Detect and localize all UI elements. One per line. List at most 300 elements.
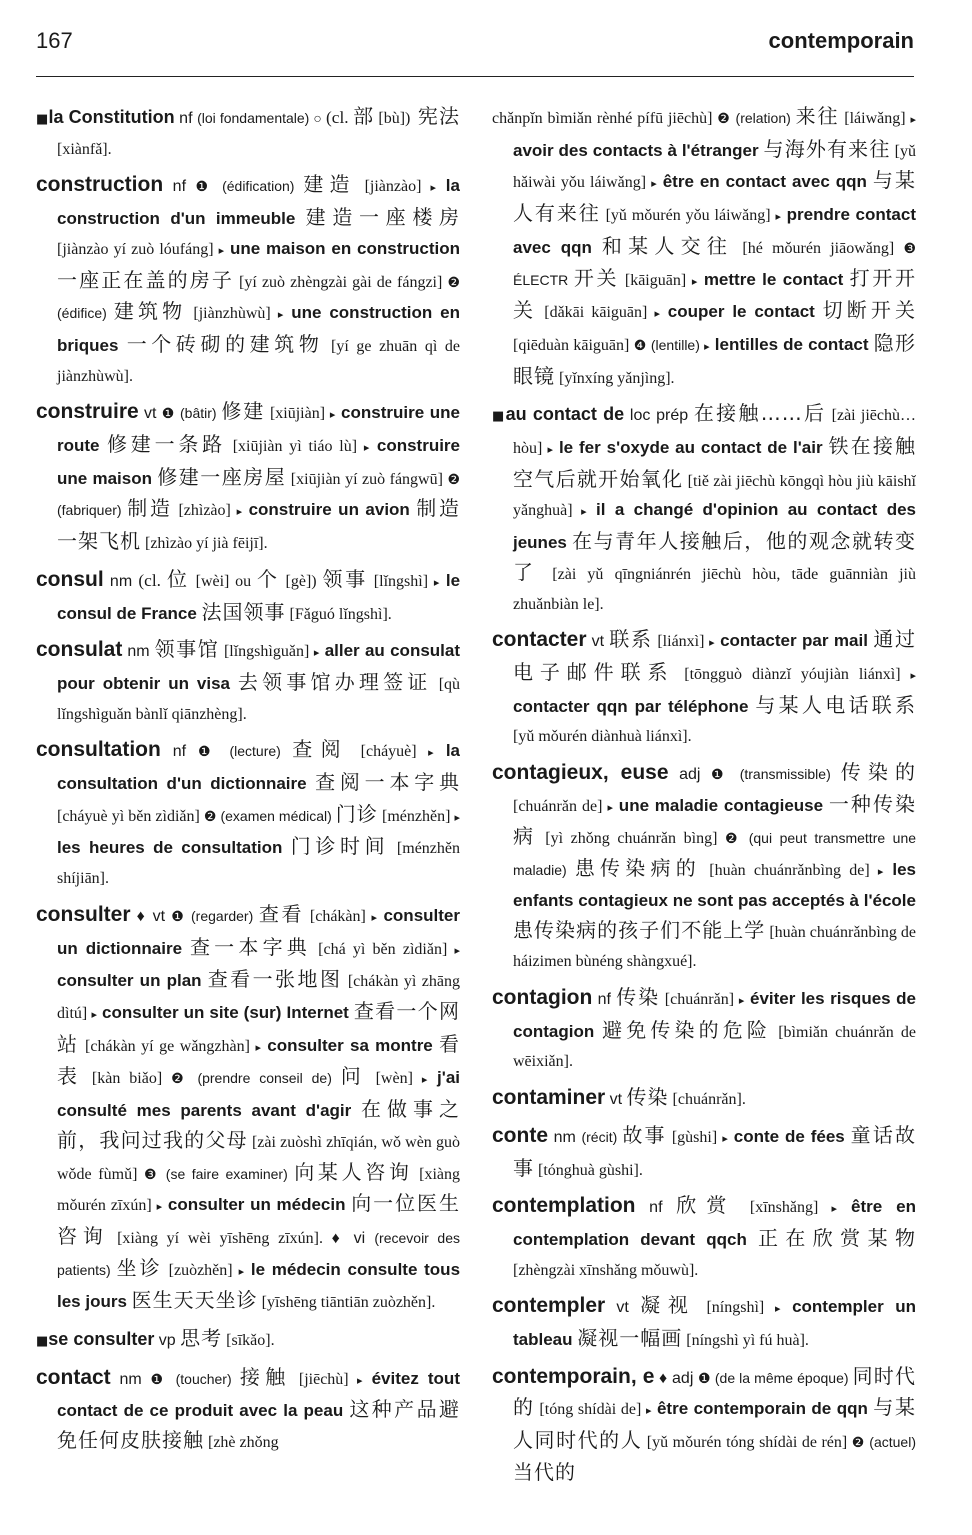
chinese-translation: 一种传染病 xyxy=(513,791,916,849)
chinese-translation: 故事 xyxy=(622,1122,667,1147)
triangle-bullet-icon: ▸ xyxy=(722,1131,728,1145)
pinyin: [yīshēng tiāntiān zuòzhěn]. xyxy=(257,1294,436,1312)
pinyin: [cháyuè] xyxy=(349,743,429,761)
headword: consulat xyxy=(36,638,123,662)
running-head: contemporain xyxy=(768,28,914,53)
dictionary-entry xyxy=(36,565,460,629)
pinyin: [xiàng mǒurén zīxún] xyxy=(57,1165,460,1215)
pinyin: [cháyuè yì běn zìdiǎn] xyxy=(57,807,204,825)
headword: consultation xyxy=(36,738,161,762)
pinyin: [xiūjiàn] xyxy=(265,405,330,423)
pinyin: [ménzhěn shíjiān]. xyxy=(57,840,460,888)
dictionary-entry xyxy=(492,625,916,752)
pinyin: [sīkǎo]. xyxy=(222,1332,275,1350)
triangle-bullet-icon: ▸ xyxy=(910,668,916,682)
chinese-translation: 传染 xyxy=(626,1085,669,1110)
chinese-translation: 查一本字典 xyxy=(189,934,311,959)
example: les enfants contagieux ne sont pas acceptés à l'école xyxy=(513,860,916,910)
part-of-speech: vt xyxy=(138,405,162,423)
pinyin: [tōngguò diànzǐ yóujiàn liánxì] xyxy=(674,665,911,683)
dictionary-entry xyxy=(492,1291,916,1355)
triangle-bullet-icon: ▸ xyxy=(433,575,440,589)
sense-number: ❷ xyxy=(447,470,460,487)
pinyin: [tónghuà gùshi]. xyxy=(534,1161,643,1179)
dictionary-entry xyxy=(492,758,916,977)
dictionary-entry xyxy=(36,397,460,559)
example: le médecin consulte tous les jours xyxy=(57,1259,460,1312)
example: consulter un médecin xyxy=(162,1195,352,1215)
example: prendre contact avec qqn xyxy=(513,205,916,257)
chinese-translation: 向某人咨询 xyxy=(294,1159,413,1184)
sense-number: ❹ xyxy=(633,336,647,353)
pinyin: [yǔ mǒurén yǒu láiwǎng] xyxy=(600,207,776,225)
pinyin: [xiūjiàn yì tiáo lù] xyxy=(225,438,364,456)
part-of-speech: vp xyxy=(154,1332,181,1350)
pinyin: [zhìzào yí jià fēijī]. xyxy=(141,535,268,553)
chinese-translation: 部 xyxy=(353,104,375,128)
pinyin: [zhè zhǒng xyxy=(204,1434,279,1452)
example: construire une maison xyxy=(57,436,460,488)
chinese-translation: 切断开关 xyxy=(822,298,916,323)
part-of-speech: vt xyxy=(605,1299,641,1317)
dictionary-entry xyxy=(492,1191,916,1285)
example: être contemporain de qqn xyxy=(651,1399,874,1419)
example: une maladie contagieuse xyxy=(613,795,829,815)
example: la construction d'un immeuble xyxy=(57,176,460,229)
sense-note: (loi fondamentale) ○ xyxy=(197,110,327,126)
sense-note: (actuel) xyxy=(864,1434,916,1451)
dictionary-entry xyxy=(36,900,460,1318)
example: couper le contact xyxy=(659,302,823,322)
triangle-bullet-icon: ▸ xyxy=(651,177,657,191)
left-column xyxy=(36,102,460,1522)
chinese-translation: 在接触……后 xyxy=(693,401,827,426)
sense-note: (édifice) xyxy=(57,305,114,322)
pinyin: [dǎkāi kāiguān] xyxy=(537,304,655,322)
pinyin: [xiàng yí wèi yīshēng zīxún]. xyxy=(108,1229,332,1247)
sense-note: (lecture) xyxy=(218,743,293,760)
part-of-speech: nf xyxy=(592,990,617,1008)
pinyin: [chákàn yì zhāng dìtú] xyxy=(57,973,460,1022)
pinyin: [yǔ mǒurén diànhuà liánxì]. xyxy=(513,728,692,746)
dictionary-entry xyxy=(36,1324,460,1357)
example: consulter un dictionnaire xyxy=(57,905,460,958)
part-of-speech: nf xyxy=(163,178,196,196)
example: une construction en briques xyxy=(57,303,460,355)
pinyin: [níngshì yì fú huà]. xyxy=(682,1332,809,1350)
pinyin: [chuánrǎn] xyxy=(659,990,739,1008)
pinyin: chǎnpǐn bìmiǎn rènhé pífū jiēchù] xyxy=(492,110,718,127)
sense-number: ❶ xyxy=(161,405,176,422)
sense-note: (lentille) xyxy=(646,336,705,353)
pinyin: [jiēchù] xyxy=(290,1370,357,1388)
chinese-translation: 领事 xyxy=(322,566,369,591)
chinese-translation: 查看 xyxy=(258,901,305,926)
example: éviter les risques de contagion xyxy=(513,988,916,1041)
part-of-speech: adj xyxy=(668,766,712,784)
pinyin: [zài zuòshì zhīqián, wǒ wèn guò wǒde fùmǔ] xyxy=(57,1133,460,1183)
pinyin: [zài jiēchù… hòu] xyxy=(513,407,916,458)
sense-note: (édification) xyxy=(213,178,304,195)
triangle-bullet-icon: ▸ xyxy=(236,505,243,519)
square-bullet-icon: ■ xyxy=(36,1334,49,1350)
pinyin: [láiwǎng] xyxy=(839,110,911,127)
dictionary-entry xyxy=(36,1363,460,1458)
pinyin: [tóng shídài de] xyxy=(534,1401,646,1419)
text: (cl. xyxy=(326,108,354,127)
pinyin: [yì zhǒng chuánrǎn bìng] xyxy=(537,830,726,848)
chinese-translation: 联系 xyxy=(609,627,653,652)
pinyin: [kàn biǎo] xyxy=(82,1070,172,1088)
pinyin: [kāiguān] xyxy=(619,271,692,289)
chinese-translation: 医生天天坐诊 xyxy=(131,1288,258,1313)
sense-number: ❷ xyxy=(717,110,731,126)
dictionary-entry xyxy=(36,102,460,164)
example: les heures de consultation xyxy=(57,838,291,858)
pinyin: [níngshì] xyxy=(695,1299,776,1317)
triangle-bullet-icon: ▸ xyxy=(238,1264,245,1278)
pinyin: [qiēduàn kāiguān] xyxy=(513,336,634,354)
triangle-bullet-icon: ▸ xyxy=(363,441,370,455)
chinese-translation: 建造 xyxy=(303,172,356,197)
triangle-bullet-icon: ▸ xyxy=(646,1404,652,1418)
pinyin: [hé mǒurén jiāowǎng] xyxy=(733,239,904,257)
pinyin: [gè]) xyxy=(279,572,323,590)
chinese-translation: 传染 xyxy=(616,984,660,1009)
example: contacter qqn par téléphone xyxy=(513,696,756,716)
triangle-bullet-icon: ▸ xyxy=(454,810,460,824)
sense-number: ❸ xyxy=(144,1165,160,1182)
triangle-bullet-icon: ▸ xyxy=(255,1040,261,1054)
part-of-speech: ♦ adj xyxy=(654,1369,699,1387)
sense-number: ❷ xyxy=(725,830,742,847)
pinyin: [xiànfǎ]. xyxy=(57,140,112,158)
example: consulter un plan xyxy=(57,971,208,991)
pinyin: [xīnshǎng] xyxy=(736,1199,832,1217)
chinese-translation: 避免传染的危险 xyxy=(602,1017,772,1042)
chinese-translation: 去领事馆办理签证 xyxy=(237,669,432,694)
chinese-translation: 传染的 xyxy=(840,760,916,785)
triangle-bullet-icon: ▸ xyxy=(91,1007,98,1021)
headword: contagion xyxy=(492,985,593,1009)
chinese-translation: 修建一条路 xyxy=(107,432,226,457)
chinese-translation: 查阅一本字典 xyxy=(315,770,460,795)
chinese-translation: 这种产品避免任何皮肤接触 xyxy=(57,1397,460,1453)
headword: contagieux, euse xyxy=(492,761,669,785)
triangle-bullet-icon: ▸ xyxy=(428,746,434,760)
chinese-translation: 与海外有来往 xyxy=(763,136,891,161)
pinyin: [yǐnxíng yǎnjìng]. xyxy=(555,369,675,387)
chinese-translation: 门诊时间 xyxy=(290,834,390,859)
headword: contemplation xyxy=(492,1194,636,1218)
sense-number: ❷ xyxy=(171,1070,189,1087)
example: construire une route xyxy=(57,403,460,456)
triangle-bullet-icon: ▸ xyxy=(371,910,378,924)
triangle-bullet-icon: ▸ xyxy=(704,339,710,353)
chinese-translation: 在与青年人接触后，他的观念就转变了 xyxy=(513,529,916,584)
part-of-speech: ♦ vt xyxy=(130,907,172,925)
chinese-translation: 建造一座楼房 xyxy=(305,205,460,230)
pinyin: [yǔ mǒurén tóng shídài de rén] xyxy=(642,1434,852,1452)
example: consulter sa montre xyxy=(261,1035,439,1055)
triangle-bullet-icon: ▸ xyxy=(356,1373,363,1387)
chinese-translation: 查看一张地图 xyxy=(207,967,343,992)
dictionary-entry xyxy=(492,102,916,393)
sense-note: (recevoir des patients) xyxy=(57,1229,460,1278)
chinese-translation: 问 xyxy=(340,1064,367,1089)
example: être en contemplation devant qqch xyxy=(513,1197,916,1249)
chinese-translation: 正在欣赏某物 xyxy=(757,1225,916,1250)
chinese-translation: 凝视 xyxy=(640,1293,696,1318)
sense-number: ❷ xyxy=(203,807,217,824)
chinese-translation: 与某人电话联系 xyxy=(755,692,916,717)
sense-number: ❶ xyxy=(198,743,219,760)
pinyin: [zhèngzài xīnshǎng mǒuwù]. xyxy=(513,1261,699,1279)
chinese-translation: 患传染病的 xyxy=(574,856,701,881)
chinese-translation: 与某人同时代的人 xyxy=(513,1395,916,1453)
headword: construction xyxy=(36,173,164,197)
triangle-bullet-icon: ▸ xyxy=(691,274,698,288)
chinese-translation: 坐诊 xyxy=(116,1255,163,1280)
headword: contempler xyxy=(492,1294,606,1318)
pinyin: [chákàn] xyxy=(304,907,372,925)
triangle-bullet-icon: ▸ xyxy=(738,993,745,1007)
chinese-translation: 查看一个网站 xyxy=(57,998,460,1056)
dictionary-entry xyxy=(36,735,460,894)
example: être en contact avec qqn xyxy=(656,172,873,192)
dictionary-entry xyxy=(492,1362,916,1489)
sense-number: ❶ xyxy=(171,907,186,924)
pinyin: [yí ge zhuān qì de jiànzhùwù]. xyxy=(57,337,460,385)
sub-headword: la Constitution xyxy=(48,107,175,127)
example: consulter un site (sur) Internet xyxy=(97,1002,354,1022)
dictionary-entry xyxy=(492,1121,916,1185)
example: le fer s'oxyde au contact de l'air xyxy=(553,438,829,458)
text: (cl. xyxy=(138,570,168,590)
example: il a changé d'opinion au contact des jeunes xyxy=(513,500,916,553)
example: mettre le contact xyxy=(697,269,850,289)
sense-note: (relation) xyxy=(730,110,796,126)
pinyin: [zài yǔ qīngniánrén jiēchù hòu, tāde guānniàn jiù zhuǎnbiàn le]. xyxy=(513,565,916,613)
part-of-speech: nf xyxy=(635,1199,677,1217)
pinyin: [lǐngshìguǎn] xyxy=(219,643,314,661)
triangle-bullet-icon: ▸ xyxy=(654,307,660,321)
triangle-bullet-icon: ▸ xyxy=(581,505,587,519)
chinese-translation: 当代的 xyxy=(513,1459,576,1484)
headword: contemporain, e xyxy=(492,1364,655,1388)
part-of-speech: nm xyxy=(122,643,155,661)
sense-note: (de la même époque) xyxy=(710,1369,853,1386)
triangle-bullet-icon: ▸ xyxy=(775,210,781,224)
part-of-speech: ♦ vi xyxy=(331,1229,375,1247)
chinese-translation: 建筑物 xyxy=(113,299,187,324)
pinyin: [bìmiǎn chuánrǎn de wēixiǎn]. xyxy=(513,1023,916,1071)
chinese-translation: 通过电子邮件联系 xyxy=(513,627,916,684)
chinese-translation: 同时代的 xyxy=(513,1363,916,1420)
triangle-bullet-icon: ▸ xyxy=(709,636,715,650)
triangle-bullet-icon: ▸ xyxy=(430,181,437,195)
pinyin: [huàn chuánrǎnbìng de] xyxy=(701,862,878,880)
headword: consulter xyxy=(36,902,131,926)
chinese-translation: 开关 xyxy=(573,265,620,290)
pinyin: [gùshi] xyxy=(666,1128,723,1146)
chinese-translation: 欣赏 xyxy=(676,1193,737,1218)
example: avoir des contacts à l'étranger xyxy=(513,140,764,160)
pinyin: [wèn] xyxy=(366,1070,422,1088)
pinyin: [qù lǐngshìguǎn bànlǐ qiānzhèng]. xyxy=(57,675,460,723)
right-column xyxy=(492,102,916,1522)
sense-note: (toucher) xyxy=(167,1370,240,1387)
pinyin: [liánxì] xyxy=(652,633,710,651)
dictionary-entry xyxy=(492,1083,916,1115)
example: le consul de France xyxy=(57,570,460,623)
chinese-translation: 修建 xyxy=(221,399,266,424)
pinyin: [yǔ hǎiwài yǒu láiwǎng] xyxy=(513,142,916,192)
chinese-translation: 宪法 xyxy=(410,104,460,128)
example: j'ai consulté mes parents avant d'agir xyxy=(57,1068,460,1121)
headword: contact xyxy=(36,1365,111,1389)
pinyin: [chákàn yí ge wǎngzhàn] xyxy=(79,1037,256,1055)
pinyin: [zhìzào] xyxy=(172,502,237,520)
page-number: 167 xyxy=(36,28,73,53)
chinese-translation: 一个砖砌的建筑物 xyxy=(126,331,324,356)
sense-note: (fabriquer) xyxy=(57,502,128,519)
sense-note: (qui peut transmettre une maladie) xyxy=(513,830,916,879)
triangle-bullet-icon: ▸ xyxy=(156,1200,163,1214)
example: évitez tout contact de ce produit avec la peau xyxy=(57,1368,460,1421)
sense-number: ❷ xyxy=(851,1434,865,1451)
chinese-translation: 隐形眼镜 xyxy=(513,330,916,388)
triangle-bullet-icon: ▸ xyxy=(831,1202,838,1216)
part-of-speech: nm xyxy=(103,572,139,590)
triangle-bullet-icon: ▸ xyxy=(421,1073,428,1087)
chinese-translation: 童话故事 xyxy=(513,1122,916,1180)
sense-note: (se faire examiner) xyxy=(159,1165,295,1182)
triangle-bullet-icon: ▸ xyxy=(607,800,614,814)
part-of-speech: vt xyxy=(586,633,610,651)
page-header xyxy=(36,26,914,77)
chinese-translation: 思考 xyxy=(180,1326,223,1351)
chinese-translation: 查阅 xyxy=(292,737,350,762)
chinese-translation: 和某人交往 xyxy=(601,233,734,258)
dictionary-entry xyxy=(492,983,916,1077)
pinyin: [tiě zài jiēchù kōngqì hòu jiù kāishǐ yǎnghuà] xyxy=(513,472,916,520)
triangle-bullet-icon: ▸ xyxy=(910,113,916,126)
pinyin: [Fǎguó lǐngshì]. xyxy=(285,605,392,623)
sense-number: ❸ xyxy=(903,239,916,256)
sense-number: ❶ xyxy=(150,1370,168,1387)
headword: consul xyxy=(36,567,104,591)
chinese-translation: 来往 xyxy=(795,104,840,128)
example: conte de fées xyxy=(727,1126,851,1146)
pinyin: [lǐngshì] xyxy=(368,572,434,590)
chinese-translation: 领事馆 xyxy=(154,637,220,662)
triangle-bullet-icon: ▸ xyxy=(313,646,320,660)
sub-headword: se consulter xyxy=(48,1329,155,1350)
chinese-translation: 凝视一幅画 xyxy=(577,1326,683,1351)
pinyin: [xiūjiàn yí zuò fángwū] xyxy=(286,470,448,488)
pinyin: [jiànzhùwù] xyxy=(186,305,278,323)
chinese-translation: 接触 xyxy=(239,1364,291,1389)
chinese-translation: 在做事之前，我问过我的父母 xyxy=(57,1097,460,1152)
chinese-translation: 个 xyxy=(256,566,280,591)
headword: construire xyxy=(36,400,139,424)
sub-headword: au contact de xyxy=(505,404,625,425)
part-of-speech: vt xyxy=(605,1091,627,1109)
triangle-bullet-icon: ▸ xyxy=(775,1302,781,1316)
pinyin: [bù]) xyxy=(374,110,411,127)
triangle-bullet-icon: ▸ xyxy=(277,308,284,322)
sense-number: ❶ xyxy=(711,766,730,783)
chinese-translation: 门诊 xyxy=(335,801,378,826)
chinese-translation: 铁在接触空气后就开始氧化 xyxy=(513,434,916,491)
example: la consultation d'un dictionnaire xyxy=(57,741,460,794)
square-bullet-icon: ■ xyxy=(492,409,506,425)
sense-note: (prendre conseil de) xyxy=(188,1070,341,1087)
chinese-translation: 修建一座房屋 xyxy=(157,464,287,489)
pinyin: [jiànzào yí zuò lóufáng] xyxy=(57,240,219,258)
chinese-translation: 法国领事 xyxy=(201,599,286,624)
sense-number: ❷ xyxy=(447,273,460,290)
example: contempler un tableau xyxy=(513,1297,916,1350)
part-of-speech: nm xyxy=(110,1370,151,1388)
chinese-translation: 患传染病的孩子们不能上学 xyxy=(513,917,766,942)
dictionary-entry xyxy=(492,399,916,619)
pinyin: [ménzhěn] xyxy=(377,807,455,825)
example: aller au consulat pour obtenir un visa xyxy=(57,641,460,693)
chinese-translation: 打开开关 xyxy=(513,265,916,323)
triangle-bullet-icon: ▸ xyxy=(218,243,225,257)
triangle-bullet-icon: ▸ xyxy=(454,943,460,957)
pinyin: [chá yì běn zìdiǎn] xyxy=(310,940,455,958)
headword: contaminer xyxy=(492,1086,606,1110)
pinyin: [huàn chuánrǎnbìng de háizimen bùnéng shàngxué]. xyxy=(513,923,916,971)
sense-note: (regarder) xyxy=(185,907,259,924)
sense-note: (examen médical) xyxy=(216,807,336,824)
sense-note: ÉLECTR xyxy=(513,271,574,288)
chinese-translation: 向一位医生咨询 xyxy=(57,1191,460,1248)
sense-note: (récit) xyxy=(581,1128,623,1145)
sense-number: ❶ xyxy=(698,1369,711,1386)
chinese-translation: 看表 xyxy=(57,1031,460,1089)
part-of-speech: nf xyxy=(160,743,199,761)
chinese-translation: 制造一架飞机 xyxy=(57,496,460,554)
dictionary-entry xyxy=(36,635,460,729)
pinyin: [wèi] ou xyxy=(189,572,257,590)
example: une maison en construction xyxy=(224,238,460,258)
part-of-speech: loc prép xyxy=(624,407,694,425)
part-of-speech: nm xyxy=(548,1128,582,1146)
sense-note: (transmissible) xyxy=(729,766,841,783)
chinese-translation: 制造 xyxy=(127,496,173,521)
headword: contacter xyxy=(492,628,587,652)
pinyin: [jiànzào] xyxy=(355,178,431,196)
part-of-speech: nf xyxy=(174,110,198,127)
headword: conte xyxy=(492,1123,549,1147)
example: construire un avion xyxy=(242,500,417,520)
pinyin: [chuánrǎn]. xyxy=(668,1091,746,1109)
sense-number: ❶ xyxy=(195,178,214,195)
pinyin: [chuánrǎn de] xyxy=(513,797,608,815)
example: lentilles de contact xyxy=(709,334,874,354)
triangle-bullet-icon: ▸ xyxy=(877,865,884,879)
pinyin: [zuòzhěn] xyxy=(162,1261,239,1279)
chinese-translation: 位 xyxy=(167,566,190,591)
chinese-translation: 与某人有来往 xyxy=(513,168,916,226)
sense-note: (bâtir) xyxy=(175,405,222,422)
triangle-bullet-icon: ▸ xyxy=(547,443,554,457)
example: contacter par mail xyxy=(714,631,874,651)
